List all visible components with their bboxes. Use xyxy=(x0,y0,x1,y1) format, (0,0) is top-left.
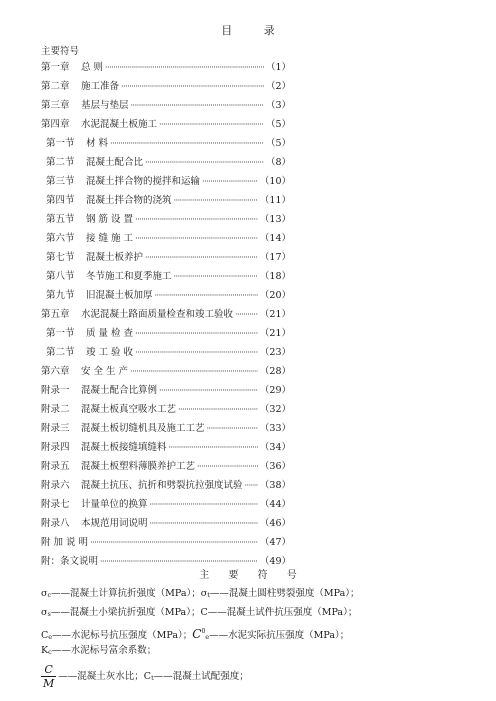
toc-leader xyxy=(150,514,258,533)
symbol-desc: ——混凝土计算抗折强度（MPa）； xyxy=(51,588,201,599)
toc-number: 第三节 xyxy=(46,176,75,187)
toc-leader xyxy=(159,381,258,400)
toc-number: 第八节 xyxy=(46,271,75,282)
toc-title: 基层与垫层 xyxy=(81,100,129,111)
toc-number: 附录七 xyxy=(41,499,70,510)
symbols-title: 主 要 符 号 xyxy=(199,570,305,581)
toc-title: 冬节施工和夏季施工 xyxy=(86,271,172,282)
toc-title: 混凝土板真空吸水工艺 xyxy=(81,404,177,415)
toc-number: 第九节 xyxy=(46,290,75,301)
toc-row xyxy=(41,324,291,343)
symbol-desc: C——混凝土试件抗压强度（MPa）； xyxy=(200,607,358,618)
toc-row xyxy=(41,115,291,134)
toc-leader xyxy=(245,476,258,495)
toc-page-number: （14） xyxy=(259,233,291,244)
toc-row xyxy=(41,172,291,191)
symbol-desc: ——混凝土灰水比； xyxy=(58,671,144,682)
main-symbols-heading: 主要符号 xyxy=(41,46,80,57)
toc-row xyxy=(41,229,291,248)
toc-title: 旧混凝土板加厚 xyxy=(86,290,153,301)
toc-row xyxy=(41,476,291,495)
toc-leader xyxy=(105,58,264,77)
toc-page-number: （21） xyxy=(259,328,291,339)
toc-title: 混凝土拌合物的浇筑 xyxy=(86,195,172,206)
toc-leader xyxy=(131,96,264,115)
toc-number: 附：条文说明 xyxy=(41,556,99,567)
toc-leader xyxy=(121,77,264,96)
toc-leader xyxy=(145,153,264,172)
toc-page-number: （47） xyxy=(259,537,291,548)
toc-leader xyxy=(159,115,264,134)
toc-page-number: （23） xyxy=(259,347,291,358)
symbol-sub: c xyxy=(48,648,52,656)
symbol-ce0: C xyxy=(192,627,202,641)
toc-page-number: （34） xyxy=(259,442,291,453)
symbol-desc: ——混凝土试配强度； xyxy=(153,671,249,682)
toc-title: 总 则 xyxy=(81,62,104,73)
toc-title: 竣 工 验 收 xyxy=(86,347,134,358)
toc-leader xyxy=(174,191,258,210)
toc-leader xyxy=(135,324,258,343)
toc-title: 材 料 xyxy=(86,138,109,149)
symbol-ce: C xyxy=(41,630,49,641)
toc-title: 安 全 生 产 xyxy=(81,366,129,377)
toc-row xyxy=(41,210,291,229)
page-title: 目 录 xyxy=(221,24,289,37)
toc-number: 附录四 xyxy=(41,442,70,453)
symbol-desc: ——混凝土小梁抗折强度（MPa）； xyxy=(50,607,201,618)
toc-number: 第二章 xyxy=(41,81,70,92)
toc-page-number: （1） xyxy=(265,62,291,73)
toc-row xyxy=(41,305,291,324)
toc-number: 第四章 xyxy=(41,119,70,130)
symbol-sub: t xyxy=(151,674,154,682)
symbol-desc: ——水泥实际抗压强度（MPa）； xyxy=(209,630,350,641)
toc-page-number: （20） xyxy=(259,290,291,301)
toc-page-number: （5） xyxy=(265,138,291,149)
toc-number: 第三章 xyxy=(41,100,70,111)
symbol-sup: 0 xyxy=(201,628,206,635)
symbol-sub: c xyxy=(47,591,52,599)
toc-title: 混凝土板养护 xyxy=(86,252,144,263)
fraction-c-over-m xyxy=(41,663,56,690)
toc-leader xyxy=(169,438,258,457)
toc-row xyxy=(41,400,291,419)
toc-number: 第六章 xyxy=(41,366,70,377)
symbol-line-3 xyxy=(41,622,461,641)
toc-title: 混凝土拌合物的搅拌和运输 xyxy=(86,176,201,187)
toc-row xyxy=(41,419,291,438)
toc-page-number: （29） xyxy=(259,385,291,396)
toc-row xyxy=(41,96,291,115)
toc-page-number: （44） xyxy=(259,499,291,510)
toc-page-number: （28） xyxy=(259,366,291,377)
symbol-desc: ——混凝土圆柱劈裂强度（MPa）； xyxy=(209,588,360,599)
toc-number: 第五章 xyxy=(41,309,70,320)
toc-page-number: （10） xyxy=(259,176,291,187)
toc-row xyxy=(41,134,291,153)
toc-leader xyxy=(145,248,258,267)
toc-page-number: （2） xyxy=(265,81,291,92)
symbol-ct: C xyxy=(143,671,152,682)
toc-page-number: （5） xyxy=(265,119,291,130)
toc-number: 第四节 xyxy=(46,195,75,206)
toc-leader xyxy=(207,419,258,438)
toc-row xyxy=(41,153,291,172)
symbol-sub: t xyxy=(207,591,210,599)
toc-title: 计量单位的换算 xyxy=(81,499,148,510)
symbols-list xyxy=(41,584,461,694)
toc-leader xyxy=(174,267,258,286)
toc-leader xyxy=(130,362,258,381)
symbol-sigma-c: σ xyxy=(41,588,48,599)
toc-title: 施工准备 xyxy=(81,81,120,92)
toc-title: 混凝土板塑料薄膜养护工艺 xyxy=(81,461,196,472)
fraction-numerator: C xyxy=(41,663,56,677)
toc-leader xyxy=(135,229,258,248)
symbol-sub: e xyxy=(205,633,210,641)
symbol-sigma-s: σ xyxy=(41,607,48,618)
toc-page-number: （33） xyxy=(259,423,291,434)
symbol-line-4 xyxy=(41,641,461,660)
toc-page-number: （11） xyxy=(259,195,291,206)
toc-row xyxy=(41,248,291,267)
toc-number: 附录六 xyxy=(41,480,70,491)
toc-title: 质 量 检 查 xyxy=(86,328,134,339)
toc-leader xyxy=(155,286,258,305)
symbol-sub: e xyxy=(48,633,53,641)
toc-leader xyxy=(110,134,264,153)
toc-leader xyxy=(150,495,258,514)
symbol-kc: K xyxy=(41,645,49,656)
toc-number: 第一节 xyxy=(46,328,75,339)
toc-page-number: （36） xyxy=(259,461,291,472)
toc-page-number: （49） xyxy=(259,556,291,567)
toc-leader xyxy=(135,210,258,229)
toc-row xyxy=(41,77,291,96)
toc-title: 混凝土配合比 xyxy=(86,157,144,168)
toc-row xyxy=(41,457,291,476)
toc-title: 接 缝 施 工 xyxy=(86,233,134,244)
toc-page-number: （13） xyxy=(259,214,291,225)
symbol-sigma-t: σ xyxy=(200,588,208,599)
toc-page-number: （38） xyxy=(259,480,291,491)
toc-title: 水泥混凝土板施工 xyxy=(81,119,158,130)
table-of-contents xyxy=(41,58,291,571)
fraction-denominator: M xyxy=(43,677,55,690)
toc-row xyxy=(41,286,291,305)
toc-leader xyxy=(202,172,258,191)
toc-number: 附录三 xyxy=(41,423,70,434)
symbol-desc: ——水泥标号抗压强度（MPa）； xyxy=(52,630,193,641)
toc-row xyxy=(41,362,291,381)
toc-number: 第二节 xyxy=(46,347,75,358)
toc-number: 附录一 xyxy=(41,385,70,396)
toc-number: 第七节 xyxy=(46,252,75,263)
symbol-line-2 xyxy=(41,603,461,622)
toc-title: 水泥混凝土路面质量检查和竣工验收 xyxy=(81,309,234,320)
toc-leader xyxy=(178,400,258,419)
toc-row xyxy=(41,58,291,77)
symbol-desc: ——水泥标号富余系数； xyxy=(51,645,157,656)
toc-title: 混凝土抗压、抗折和劈裂抗拉强度试验 xyxy=(81,480,243,491)
toc-leader xyxy=(135,343,258,362)
toc-row xyxy=(41,495,291,514)
toc-page-number: （46） xyxy=(259,518,291,529)
toc-number: 附录五 xyxy=(41,461,70,472)
toc-row xyxy=(41,381,291,400)
toc-row xyxy=(41,191,291,210)
toc-page-number: （32） xyxy=(259,404,291,415)
toc-title: 本规范用词说明 xyxy=(81,518,148,529)
toc-number: 附录二 xyxy=(41,404,70,415)
symbol-line-5 xyxy=(41,660,461,694)
symbol-line-1 xyxy=(41,584,461,603)
toc-number: 第六节 xyxy=(46,233,75,244)
toc-row xyxy=(41,514,291,533)
toc-leader xyxy=(235,305,258,324)
toc-leader xyxy=(197,457,258,476)
toc-page-number: （8） xyxy=(265,157,291,168)
toc-title: 混凝土配合比算例 xyxy=(81,385,158,396)
toc-page-number: （21） xyxy=(259,309,291,320)
toc-row xyxy=(41,267,291,286)
toc-page-number: （18） xyxy=(259,271,291,282)
toc-number: 附录八 xyxy=(41,518,70,529)
toc-number: 第一章 xyxy=(41,62,70,73)
toc-leader xyxy=(90,533,258,552)
symbol-sub: s xyxy=(47,610,51,618)
toc-number: 第五节 xyxy=(46,214,75,225)
toc-number: 第一节 xyxy=(46,138,75,149)
toc-title: 混凝土板切缝机具及施工工艺 xyxy=(81,423,205,434)
toc-number: 第二节 xyxy=(46,157,75,168)
toc-page-number: （3） xyxy=(265,100,291,111)
toc-row xyxy=(41,533,291,552)
toc-row xyxy=(41,438,291,457)
toc-row xyxy=(41,343,291,362)
toc-page-number: （17） xyxy=(259,252,291,263)
toc-title: 混凝土板接缝填缝料 xyxy=(81,442,167,453)
toc-number: 附 加 说 明 xyxy=(41,537,89,548)
toc-title: 钢 筋 设 置 xyxy=(86,214,134,225)
